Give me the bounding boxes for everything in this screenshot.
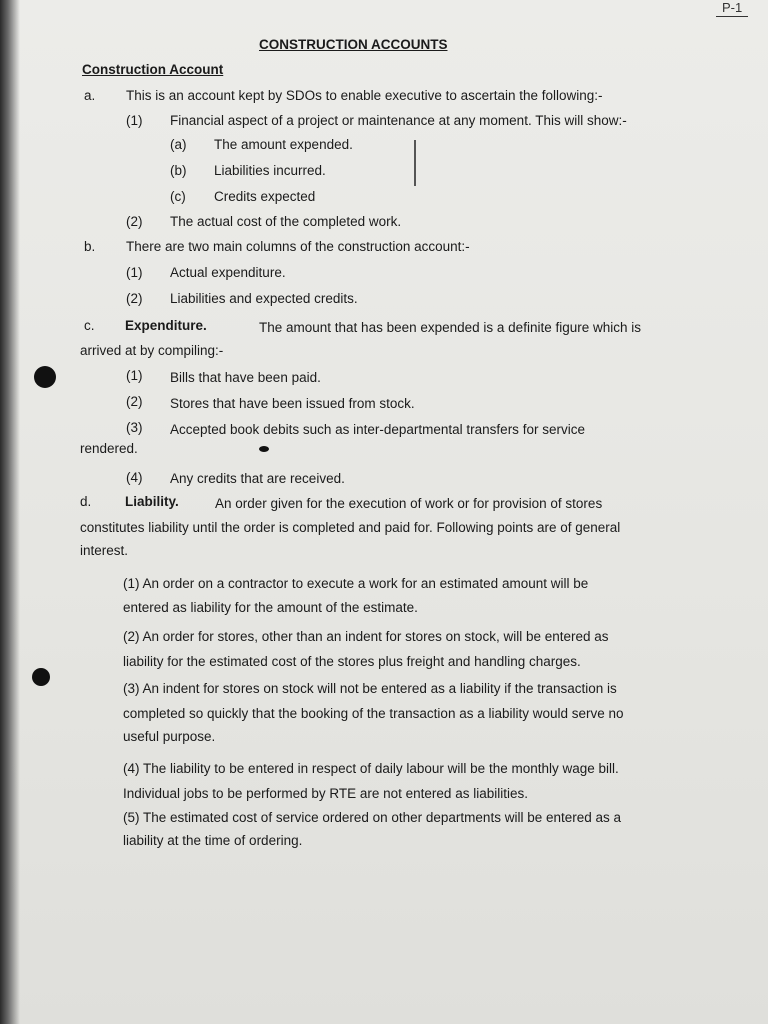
a-sub-c-text: Credits expected: [214, 189, 316, 204]
a-item-1-num: (1): [126, 113, 143, 128]
para-b-text: There are two main columns of the construction account:-: [126, 239, 470, 254]
page-title: CONSTRUCTION ACCOUNTS: [259, 37, 448, 52]
d-point-3-line3: useful purpose.: [123, 729, 216, 744]
c-text-line1: The amount that has been expended is a definite figure which is: [259, 320, 641, 335]
a-sub-a-num: (a): [170, 137, 187, 152]
a-item-2-num: (2): [126, 214, 143, 229]
marker-b: b.: [84, 239, 96, 254]
c-item-1-text: Bills that have been paid.: [170, 370, 321, 385]
c-item-4-text: Any credits that are received.: [170, 471, 345, 486]
binding-shadow: [0, 0, 20, 1024]
c-item-4-num: (4): [126, 470, 143, 485]
punch-hole-top: [34, 366, 56, 388]
para-a-text: This is an account kept by SDOs to enable executive to ascertain the following:-: [126, 88, 603, 103]
d-point-1-line2: entered as liability for the amount of the estimate.: [123, 600, 418, 615]
section-heading: Construction Account: [82, 62, 224, 77]
a-item-2-text: The actual cost of the completed work.: [170, 214, 402, 229]
b-item-2-num: (2): [126, 291, 143, 306]
d-point-1-line1: (1) An order on a contractor to execute a work for an estimated amount will be: [123, 576, 589, 591]
marker-d: d.: [80, 494, 92, 509]
d-point-4-line1: (4) The liability to be entered in respect of daily labour will be the monthly wage bill.: [123, 761, 619, 776]
d-point-2-line1: (2) An order for stores, other than an indent for stores on stock, will be entered as: [123, 629, 609, 644]
b-item-2-text: Liabilities and expected credits.: [170, 291, 358, 306]
d-text-line1: An order given for the execution of work or for provision of stores: [215, 496, 603, 511]
d-point-4-line2: Individual jobs to be performed by RTE are not entered as liabilities.: [123, 786, 528, 801]
d-point-3-line2: completed so quickly that the booking of the transaction as a liability would serve no: [123, 706, 624, 721]
pen-mark: [414, 140, 416, 186]
d-point-3-line1: (3) An indent for stores on stock will not be entered as a liability if the transaction is: [123, 681, 617, 696]
a-sub-c-num: (c): [170, 189, 186, 204]
b-item-1-text: Actual expenditure.: [170, 265, 286, 280]
c-item-3-text: Accepted book debits such as inter-departmental transfers for service: [170, 422, 585, 437]
a-sub-b-text: Liabilities incurred.: [214, 163, 326, 178]
c-item-3-cont: rendered.: [80, 441, 138, 456]
d-point-2-line2: liability for the estimated cost of the stores plus freight and handling charges.: [123, 654, 581, 669]
page-marker: P-1: [716, 0, 748, 17]
d-point-5-line1: (5) The estimated cost of service ordered on other departments will be entered as a: [123, 810, 622, 825]
a-sub-b-num: (b): [170, 163, 187, 178]
a-item-1-text: Financial aspect of a project or maintenance at any moment. This will show:-: [170, 113, 627, 128]
d-label: Liability.: [125, 494, 179, 509]
d-text-line3: interest.: [80, 543, 129, 558]
marker-a: a.: [84, 88, 96, 103]
b-item-1-num: (1): [126, 265, 143, 280]
marker-c: c.: [84, 318, 95, 333]
c-item-2-num: (2): [126, 394, 143, 409]
a-sub-a-text: The amount expended.: [214, 137, 353, 152]
c-item-3-num: (3): [126, 420, 143, 435]
c-item-1-num: (1): [126, 368, 143, 383]
d-text-line2: constitutes liability until the order is completed and paid for. Following points are of general: [80, 520, 621, 535]
punch-hole-bottom: [32, 668, 50, 686]
c-text-line2: arrived at by compiling:-: [80, 343, 224, 358]
ink-mark: [259, 446, 269, 452]
d-point-5-line2: liability at the time of ordering.: [123, 833, 303, 848]
c-label: Expenditure.: [125, 318, 207, 333]
c-item-2-text: Stores that have been issued from stock.: [170, 396, 415, 411]
